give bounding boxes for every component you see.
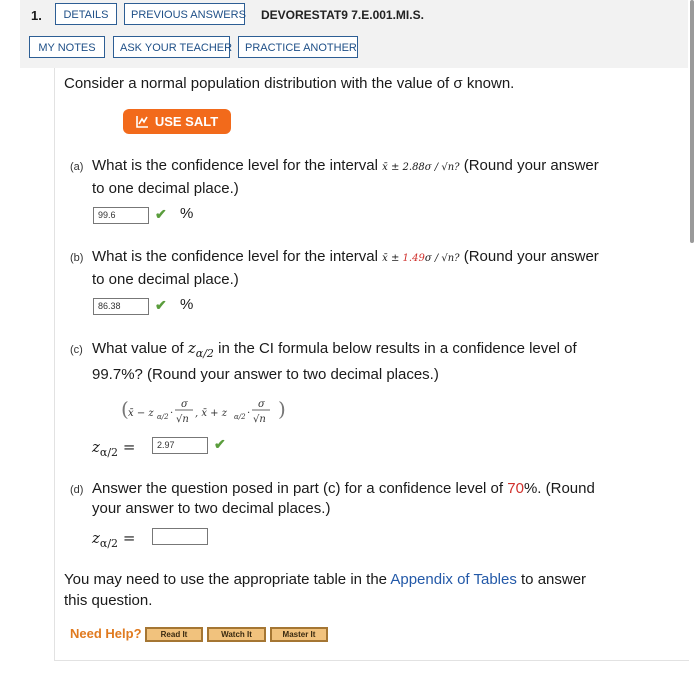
svg-text:σ: σ <box>181 399 188 410</box>
part-a-question-line2: to one decimal place.) <box>92 180 239 197</box>
svg-text:(: ( <box>121 397 129 421</box>
part-c-z: z <box>187 339 196 357</box>
question-number: 1. <box>31 8 42 23</box>
part-c-z-sub: α/2 <box>195 347 214 360</box>
part-d-answer-z: z <box>92 529 100 547</box>
salt-chart-icon <box>136 115 149 128</box>
part-c-z-answer-label <box>92 437 135 463</box>
svg-text:·: · <box>247 408 251 419</box>
part-b-interval-pre: x̄ ± <box>382 253 403 264</box>
part-b-label: (b) <box>70 252 84 264</box>
part-a-text: What is the confidence level for the interval <box>92 157 378 174</box>
part-c-answer-z-sub: α/2 <box>99 446 119 459</box>
appendix-note <box>64 569 586 590</box>
part-c-answer-input[interactable]: 2.97 <box>152 437 208 454</box>
previous-answers-button[interactable]: PREVIOUS ANSWERS <box>124 3 245 25</box>
appendix-note-text: You may need to use the appropriate table in the <box>64 571 388 588</box>
ask-teacher-button[interactable]: ASK YOUR TEACHER <box>113 36 230 58</box>
svg-text:√n: √n <box>176 414 189 425</box>
part-a-text-end: (Round your answer <box>463 157 599 174</box>
part-d-answer-input[interactable] <box>152 528 208 545</box>
ci-formula <box>120 394 300 430</box>
intro-text: Consider a normal population distribution with the value of σ known. <box>64 75 515 92</box>
part-d-question <box>92 478 595 499</box>
part-c-text-end: in the CI formula below results in a confidence level of <box>218 340 577 357</box>
appendix-link[interactable]: Appendix of Tables <box>390 571 517 588</box>
use-salt-button[interactable] <box>123 109 231 134</box>
practice-another-button[interactable]: PRACTICE ANOTHER <box>238 36 358 58</box>
part-a-label: (a) <box>70 161 84 173</box>
part-d-level: 70 <box>507 480 524 497</box>
part-c-text: What value of <box>92 340 184 357</box>
read-it-button[interactable]: Read It <box>145 627 203 642</box>
part-c-label: (c) <box>70 344 83 356</box>
svg-text:, x̄ + z: , x̄ + z <box>195 408 228 419</box>
part-a-correct-check-icon: ✔ <box>155 206 167 222</box>
part-b-question <box>92 246 599 269</box>
part-a-unit: % <box>180 205 194 222</box>
master-it-button[interactable]: Master It <box>270 627 328 642</box>
part-c-equals: = <box>122 438 136 456</box>
part-a-answer-input[interactable]: 99.6 <box>93 207 149 224</box>
details-button[interactable]: DETAILS <box>55 3 117 25</box>
part-d-equals: = <box>122 529 136 547</box>
svg-text:√n: √n <box>253 414 266 425</box>
need-help-label: Need Help? <box>70 626 142 641</box>
part-b-question-line2: to one decimal place.) <box>92 271 239 288</box>
part-b-unit: % <box>180 296 194 313</box>
part-b-text: What is the confidence level for the interval <box>92 248 378 265</box>
my-notes-button[interactable]: MY NOTES <box>29 36 105 58</box>
svg-text:α/2: α/2 <box>234 413 246 421</box>
use-salt-label: USE SALT <box>154 114 219 129</box>
part-d-z-answer-label <box>92 528 135 554</box>
part-a-question <box>92 155 599 178</box>
part-b-interval <box>382 253 459 264</box>
watch-it-button[interactable]: Watch It <box>207 627 266 642</box>
question-id: DEVORESTAT9 7.E.001.MI.S. <box>261 8 424 22</box>
part-d-answer-z-sub: α/2 <box>99 537 119 550</box>
svg-text:x̄ − z: x̄ − z <box>128 408 154 419</box>
part-b-text-end: (Round your answer <box>463 248 599 265</box>
part-d-text-end: %. (Round <box>523 480 595 497</box>
part-b-answer-input[interactable]: 86.38 <box>93 298 149 315</box>
svg-text:): ) <box>278 397 286 421</box>
part-c-z-symbol <box>187 339 214 360</box>
svg-text:·: · <box>170 408 174 419</box>
scrollbar[interactable] <box>690 0 694 243</box>
part-c-question-line2: 99.7%? (Round your answer to two decimal places.) <box>92 366 439 383</box>
part-d-question-line2: your answer to two decimal places.) <box>92 500 331 517</box>
part-a-interval: x̄ ± 2.88σ / √n? <box>382 162 460 173</box>
part-b-correct-check-icon: ✔ <box>155 297 167 313</box>
part-c-correct-check-icon: ✔ <box>214 436 226 452</box>
part-d-label: (d) <box>70 484 84 496</box>
part-c-answer-z: z <box>92 438 100 456</box>
part-c-question <box>92 338 577 364</box>
part-d-text: Answer the question posed in part (c) for a confidence level of <box>92 480 504 497</box>
appendix-note-line2: this question. <box>64 592 153 609</box>
appendix-note-text-end: to answer <box>521 571 587 588</box>
svg-text:α/2: α/2 <box>157 413 169 421</box>
part-b-interval-post: σ / √n? <box>424 253 460 264</box>
svg-text:σ: σ <box>258 399 265 410</box>
part-b-interval-value: 1.49 <box>402 253 425 264</box>
